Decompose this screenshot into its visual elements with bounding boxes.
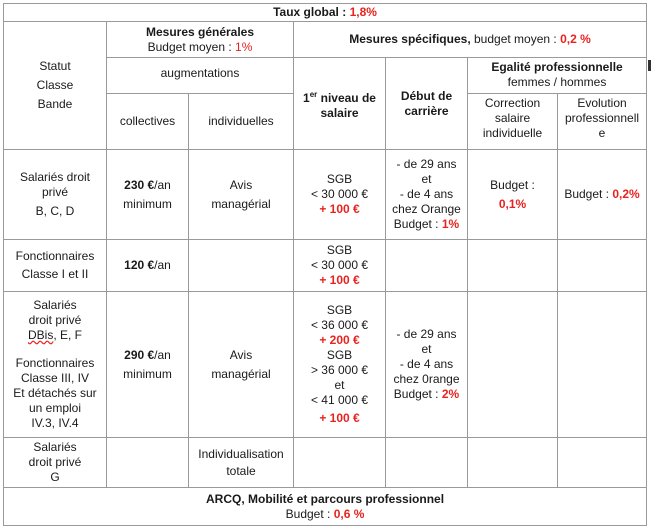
premier-niveau-sup: er xyxy=(309,89,318,99)
statut-label: Statut xyxy=(39,59,71,73)
mesures-generales-budget-value: 1% xyxy=(235,39,253,54)
classe-label: Classe xyxy=(36,78,74,92)
footer-title: ARCQ, Mobilité et parcours professionnel xyxy=(206,491,445,506)
correction-line2: salaire xyxy=(494,111,531,125)
r1-evolution-label: Budget : xyxy=(564,187,610,201)
debut-carriere-line2: carrière xyxy=(404,103,449,118)
r1-individuelles-line1: Avis xyxy=(229,177,253,192)
r3-debut xyxy=(386,292,468,438)
r1-debut-line4: chez Orange xyxy=(392,202,461,216)
r3-premier-b-line3: et xyxy=(334,378,345,392)
statut-header-cell xyxy=(4,22,107,150)
r3-statut-b-line2: Classe III, IV xyxy=(20,371,90,385)
r3-debut-line3: - de 4 ans xyxy=(399,357,454,371)
egalite-title: Egalité professionnelle xyxy=(491,60,623,74)
r4-statut-line1: Salariés xyxy=(33,440,77,454)
r1-collectives xyxy=(107,150,189,240)
header-row-1 xyxy=(4,22,647,58)
correction-line1: Correction xyxy=(484,96,541,110)
r1-collectives-extra: minimum xyxy=(123,196,172,211)
row-fonctionnaires-i-ii xyxy=(4,240,647,292)
r1-collectives-unit: /an xyxy=(154,177,171,192)
mesures-generales-title: Mesures générales xyxy=(145,24,255,39)
r4-individuelles xyxy=(189,438,294,488)
r3-collectives-extra: minimum xyxy=(123,366,172,381)
r1-statut xyxy=(4,150,107,240)
r3-individuelles xyxy=(189,292,294,438)
r1-debut xyxy=(386,150,468,240)
evolution-line1: Evolution xyxy=(577,96,627,110)
evolution-header xyxy=(558,94,647,150)
r1-debut-line2: et xyxy=(421,172,432,186)
r1-individuelles xyxy=(189,150,294,240)
r3-statut-b-line5: IV.3, IV.4 xyxy=(31,416,79,430)
r2-collectives-amount: 120 € xyxy=(124,258,155,272)
correction-line3: individuelle xyxy=(482,126,543,140)
r1-statut-line2: privé xyxy=(41,185,68,199)
mesures-specifiques-header xyxy=(294,22,647,58)
r1-debut-line3: - de 4 ans xyxy=(399,187,454,201)
correction-header xyxy=(468,94,558,150)
r1-debut-budget-label: Budget : xyxy=(393,217,439,231)
mesures-specifiques-budget-value: 0,2 % xyxy=(560,32,591,46)
r1-evolution xyxy=(558,150,647,240)
r3-statut-a-line3-rest: , E, F xyxy=(53,328,82,342)
premier-niveau-header xyxy=(294,58,386,150)
r4-evolution xyxy=(558,438,647,488)
premier-niveau-line1: niveau de xyxy=(317,90,376,105)
r2-collectives-unit: /an xyxy=(154,258,171,272)
r2-evolution xyxy=(558,240,647,292)
r2-premier-bonus: + 100 € xyxy=(319,273,360,287)
r1-statut-line1: Salariés droit xyxy=(19,170,91,184)
r1-evolution-value: 0,2% xyxy=(612,187,640,201)
egalite-subtitle: femmes / hommes xyxy=(507,75,607,89)
mesures-generales-budget-label: Budget moyen : xyxy=(147,39,232,54)
mesures-specifiques-title: Mesures spécifiques, xyxy=(349,32,471,46)
footer-cell xyxy=(4,488,647,526)
r1-premier xyxy=(294,150,386,240)
bande-label: Bande xyxy=(37,97,73,111)
r3-individuelles-line2: managérial xyxy=(211,366,271,381)
r3-statut-a-dbis: DBis xyxy=(27,328,54,342)
collectives-header: collectives xyxy=(107,94,189,150)
r4-individuelles-line2: totale xyxy=(226,463,256,478)
r3-statut-b-line4: un emploi xyxy=(28,401,82,415)
r3-statut-b-line1: Fonctionnaires xyxy=(15,356,95,370)
r2-premier-line2: < 30 000 € xyxy=(310,258,369,272)
r1-correction-value: 0,1% xyxy=(498,196,527,211)
r1-premier-bonus: + 100 € xyxy=(319,202,360,216)
r3-premier-b-line1: SGB xyxy=(326,348,353,362)
r2-correction xyxy=(468,240,558,292)
r4-premier xyxy=(294,438,386,488)
r4-debut xyxy=(386,438,468,488)
debut-carriere-header xyxy=(386,58,468,150)
r4-statut-line2: droit privé xyxy=(28,455,82,469)
r3-debut-line1: - de 29 ans xyxy=(396,327,457,341)
individuelles-header: individuelles xyxy=(189,94,294,150)
r3-premier-b-bonus: + 100 € xyxy=(319,411,360,425)
r3-premier-b-line4: < 41 000 € xyxy=(310,393,369,407)
r3-evolution xyxy=(558,292,647,438)
r2-premier-line1: SGB xyxy=(326,243,353,257)
r2-statut xyxy=(4,240,107,292)
r3-collectives-amount: 290 € xyxy=(124,347,155,362)
r4-statut-line3: G xyxy=(50,470,60,484)
r3-debut-budget-value: 2% xyxy=(441,387,460,401)
r3-premier xyxy=(294,292,386,438)
r3-collectives xyxy=(107,292,189,438)
debut-carriere-line1: Début de xyxy=(400,88,453,103)
row-salaries-bcd xyxy=(4,150,647,240)
r3-collectives-unit: /an xyxy=(154,347,171,362)
r4-correction xyxy=(468,438,558,488)
r3-individuelles-line1: Avis xyxy=(229,347,253,362)
egalite-header xyxy=(468,58,647,94)
footer-budget-label: Budget : xyxy=(285,506,331,521)
r3-premier-a-line1: SGB xyxy=(326,303,353,317)
r3-premier-a-bonus: + 200 € xyxy=(319,333,360,347)
r2-statut-line2: Classe I et II xyxy=(21,267,89,281)
taux-global-value: 1,8% xyxy=(349,5,377,19)
r4-statut xyxy=(4,438,107,488)
r3-statut xyxy=(4,292,107,438)
r3-premier-b-line2: > 36 000 € xyxy=(310,363,369,377)
r2-premier xyxy=(294,240,386,292)
r1-debut-line1: - de 29 ans xyxy=(396,157,457,171)
r3-correction xyxy=(468,292,558,438)
r3-debut-line2: et xyxy=(421,342,432,356)
r1-individuelles-line2: managérial xyxy=(211,196,271,211)
taux-global-cell xyxy=(4,4,647,22)
r1-premier-line1: SGB xyxy=(326,172,353,186)
row-salaries-dbis-fonctionnaires-iii xyxy=(4,292,647,438)
r3-statut-a-line1: Salariés xyxy=(33,298,77,312)
mesures-specifiques-budget-label: budget moyen : xyxy=(474,32,557,46)
footer-row xyxy=(4,488,647,526)
r1-correction-label: Budget : xyxy=(490,177,535,192)
taux-global-label: Taux global : xyxy=(273,5,347,19)
r3-debut-line4: chez 0range xyxy=(393,372,460,386)
premier-niveau-line2: salaire xyxy=(320,105,359,120)
r3-statut-b-line3: Et détachés sur xyxy=(13,386,97,400)
taux-global-row xyxy=(4,4,647,22)
r2-individuelles xyxy=(189,240,294,292)
augmentations-header: augmentations xyxy=(107,58,294,94)
r2-statut-line1: Fonctionnaires xyxy=(15,249,95,263)
r4-individuelles-line1: Individualisation xyxy=(198,446,284,461)
r1-premier-line2: < 30 000 € xyxy=(310,187,369,201)
r2-collectives xyxy=(107,240,189,292)
footer-budget-value: 0,6 % xyxy=(333,506,365,521)
evolution-line2: professionnell xyxy=(564,111,640,125)
r1-statut-line3: B, C, D xyxy=(35,204,75,218)
evolution-line3: e xyxy=(598,126,606,140)
r1-correction xyxy=(468,150,558,240)
salary-measures-table xyxy=(3,3,647,526)
r4-collectives xyxy=(107,438,189,488)
r1-debut-budget-value: 1% xyxy=(441,217,460,231)
mesures-generales-header xyxy=(107,22,294,58)
r3-premier-a-line2: < 36 000 € xyxy=(310,318,369,332)
r3-statut-a-line2: droit privé xyxy=(28,313,82,327)
r3-debut-budget-label: Budget : xyxy=(393,387,439,401)
premier-niveau-prefix: 1 xyxy=(303,90,310,105)
r1-collectives-amount: 230 € xyxy=(124,177,155,192)
r2-debut xyxy=(386,240,468,292)
row-salaries-g xyxy=(4,438,647,488)
